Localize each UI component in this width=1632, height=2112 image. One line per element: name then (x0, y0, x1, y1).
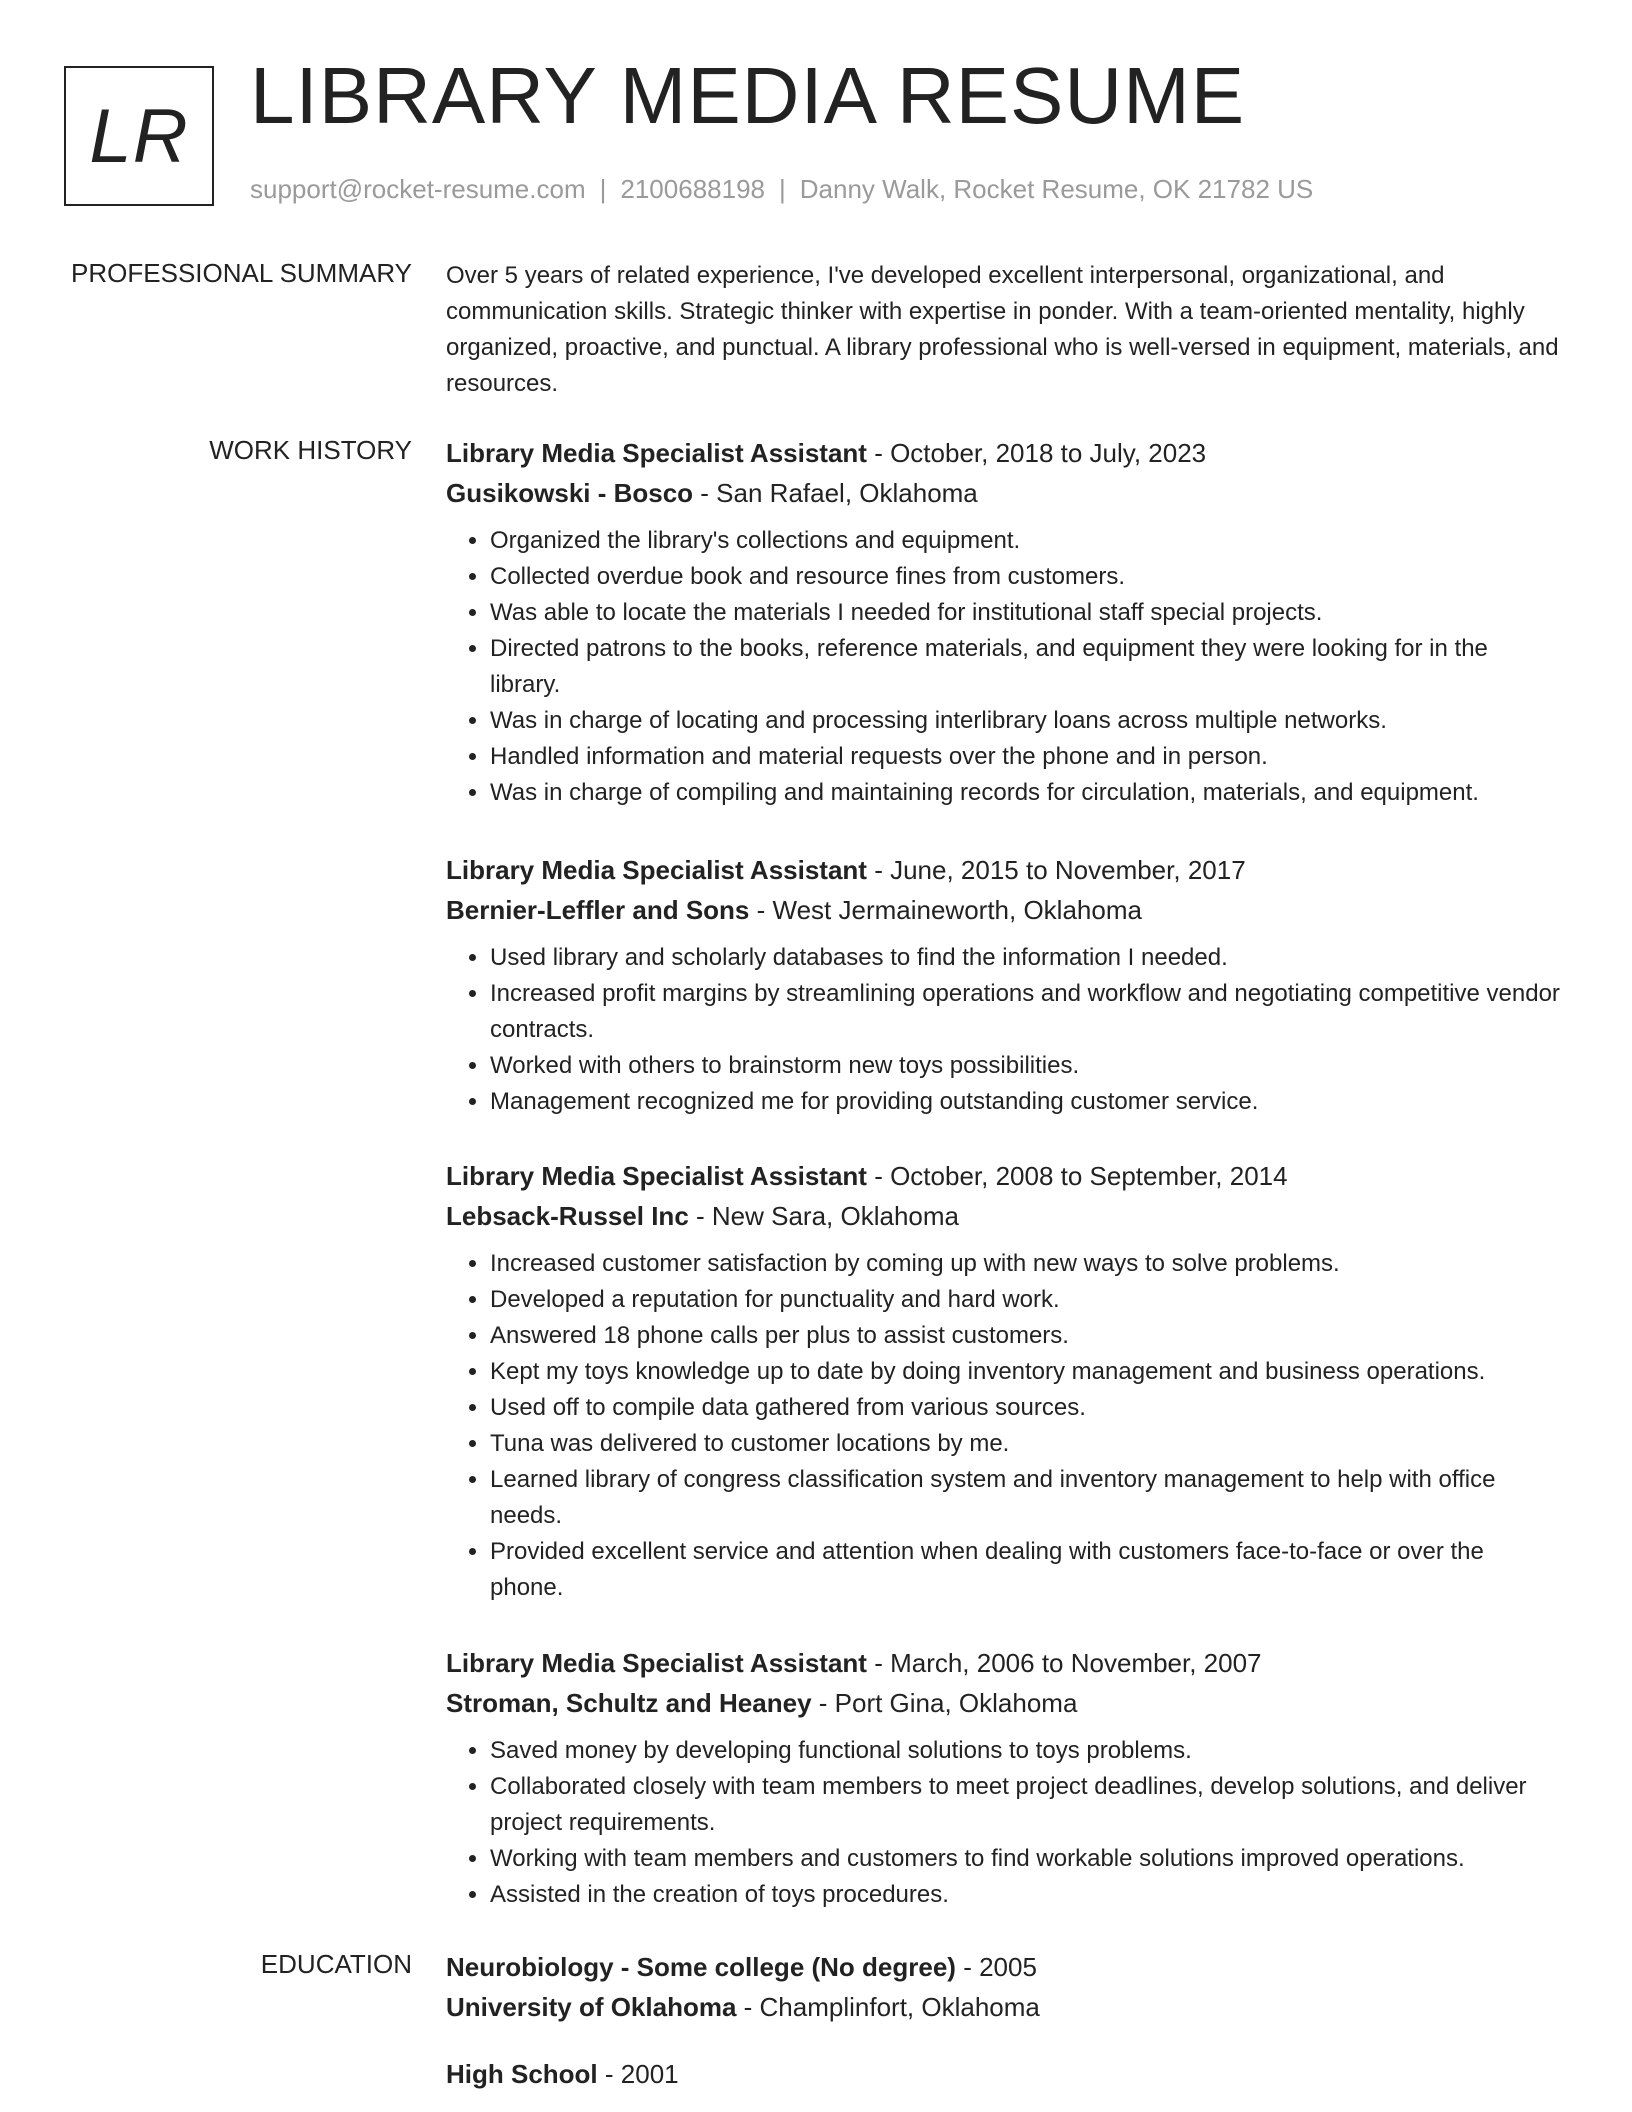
education-entry (446, 1947, 1562, 2027)
list-item: • Handled information and material requests over the phone and in person. (490, 739, 1562, 775)
list-item: • Assisted in the creation of toys procedures. (490, 1877, 1562, 1913)
job-location: - West Jermaineworth, Oklahoma (749, 895, 1142, 925)
job-company: Stroman, Schultz and Heaney (446, 1688, 812, 1718)
list-item: • Was in charge of compiling and maintaining records for circulation, materials, and equipment. (490, 775, 1562, 811)
education-school: University of Oklahoma (446, 1992, 737, 2022)
education-degree-line (446, 2054, 1562, 2094)
job-title-line (446, 1643, 1562, 1683)
list-item: • Increased profit margins by streamlining operations and workflow and negotiating competitive vendor contracts. (490, 976, 1562, 1048)
job-entry (446, 850, 1562, 1120)
job-title-line (446, 433, 1562, 473)
list-item: • Directed patrons to the books, reference materials, and equipment they were looking for in the library. (490, 631, 1562, 703)
contact-email[interactable]: support@rocket-resume.com (250, 174, 586, 204)
education-year: - 2001 (597, 2059, 679, 2089)
job-company-line (446, 473, 1562, 513)
job-entry (446, 1643, 1562, 1913)
job-title: Library Media Specialist Assistant (446, 1648, 867, 1678)
education-degree: Neurobiology - Some college (No degree) (446, 1952, 956, 1982)
resume-title: LIBRARY MEDIA RESUME (250, 51, 1246, 140)
job-bullets (446, 1733, 1562, 1913)
list-item: • Used library and scholarly databases to find the information I needed. (490, 940, 1562, 976)
list-item: • Used off to compile data gathered from various sources. (490, 1390, 1562, 1426)
list-item: • Provided excellent service and attention when dealing with customers face-to-face or over the phone. (490, 1534, 1562, 1606)
education-entry (446, 2054, 1562, 2094)
monogram-logo: LR (64, 66, 214, 206)
job-company: Gusikowski - Bosco (446, 478, 694, 508)
job-company: Bernier-Leffler and Sons (446, 895, 750, 925)
list-item: • Collaborated closely with team members to meet project deadlines, develop solutions, and deliver project requirements. (490, 1769, 1562, 1841)
list-item: • Developed a reputation for punctuality and hard work. (490, 1282, 1562, 1318)
education-degree: High School (446, 2059, 598, 2089)
list-item: • Was able to locate the materials I needed for institutional staff special projects. (490, 595, 1562, 631)
job-entry (446, 1156, 1562, 1606)
education-school-line (446, 1987, 1562, 2027)
section-label-work-history: WORK HISTORY (209, 435, 412, 465)
job-bullets (446, 940, 1562, 1120)
job-bullets (446, 523, 1562, 811)
list-item: • Saved money by developing functional solutions to toys problems. (490, 1733, 1562, 1769)
job-company-line (446, 1683, 1562, 1723)
job-bullets (446, 1246, 1562, 1606)
contact-separator: | (599, 174, 607, 204)
job-location: - New Sara, Oklahoma (688, 1201, 959, 1231)
job-dates: - March, 2006 to November, 2007 (866, 1648, 1262, 1678)
list-item: • Was in charge of locating and processing interlibrary loans across multiple networks. (490, 703, 1562, 739)
education-location: - Champlinfort, Oklahoma (736, 1992, 1040, 2022)
list-item: • Tuna was delivered to customer locations by me. (490, 1426, 1562, 1462)
list-item: • Organized the library's collections and equipment. (490, 523, 1562, 559)
list-item: • Learned library of congress classification system and inventory management to help with office needs. (490, 1462, 1562, 1534)
job-location: - Port Gina, Oklahoma (811, 1688, 1078, 1718)
section-label-summary: PROFESSIONAL SUMMARY (71, 258, 412, 288)
contact-separator: | (779, 174, 786, 204)
summary-text: Over 5 years of related experience, I've developed excellent interpersonal, organizational, and communication skills. Strategic thinker with expertise in ponder. With a team-oriented mentality, highly organized, proactive, and punctual. A library professional who is well-versed in equipment, materials, and resources. (446, 262, 1559, 397)
list-item: • Management recognized me for providing outstanding customer service. (490, 1084, 1562, 1120)
job-dates: - October, 2008 to September, 2014 (866, 1161, 1288, 1191)
job-entry (446, 433, 1562, 811)
job-dates: - June, 2015 to November, 2017 (866, 855, 1246, 885)
job-location: - San Rafael, Oklahoma (693, 478, 978, 508)
section-label-education: EDUCATION (260, 1949, 412, 1979)
education-year: - 2005 (955, 1952, 1037, 1982)
job-company-line (446, 1196, 1562, 1236)
list-item: • Collected overdue book and resource fines from customers. (490, 559, 1562, 595)
list-item: • Increased customer satisfaction by coming up with new ways to solve problems. (490, 1246, 1562, 1282)
contact-phone[interactable]: 2100688198 (620, 174, 765, 204)
list-item: • Kept my toys knowledge up to date by doing inventory management and business operations. (490, 1354, 1562, 1390)
job-title: Library Media Specialist Assistant (446, 1161, 867, 1191)
job-title-line (446, 850, 1562, 890)
job-title: Library Media Specialist Assistant (446, 438, 867, 468)
job-company-line (446, 890, 1562, 930)
job-company: Lebsack-Russel Inc (446, 1201, 689, 1231)
list-item: • Worked with others to brainstorm new toys possibilities. (490, 1048, 1562, 1084)
job-title-line (446, 1156, 1562, 1196)
list-item: • Working with team members and customers to find workable solutions improved operations. (490, 1841, 1562, 1877)
education-degree-line (446, 1947, 1562, 1987)
contact-line (250, 174, 1313, 205)
job-title: Library Media Specialist Assistant (446, 855, 867, 885)
job-dates: - October, 2018 to July, 2023 (866, 438, 1207, 468)
contact-address: Danny Walk, Rocket Resume, OK 21782 US (799, 174, 1314, 204)
list-item: • Answered 18 phone calls per plus to assist customers. (490, 1318, 1562, 1354)
